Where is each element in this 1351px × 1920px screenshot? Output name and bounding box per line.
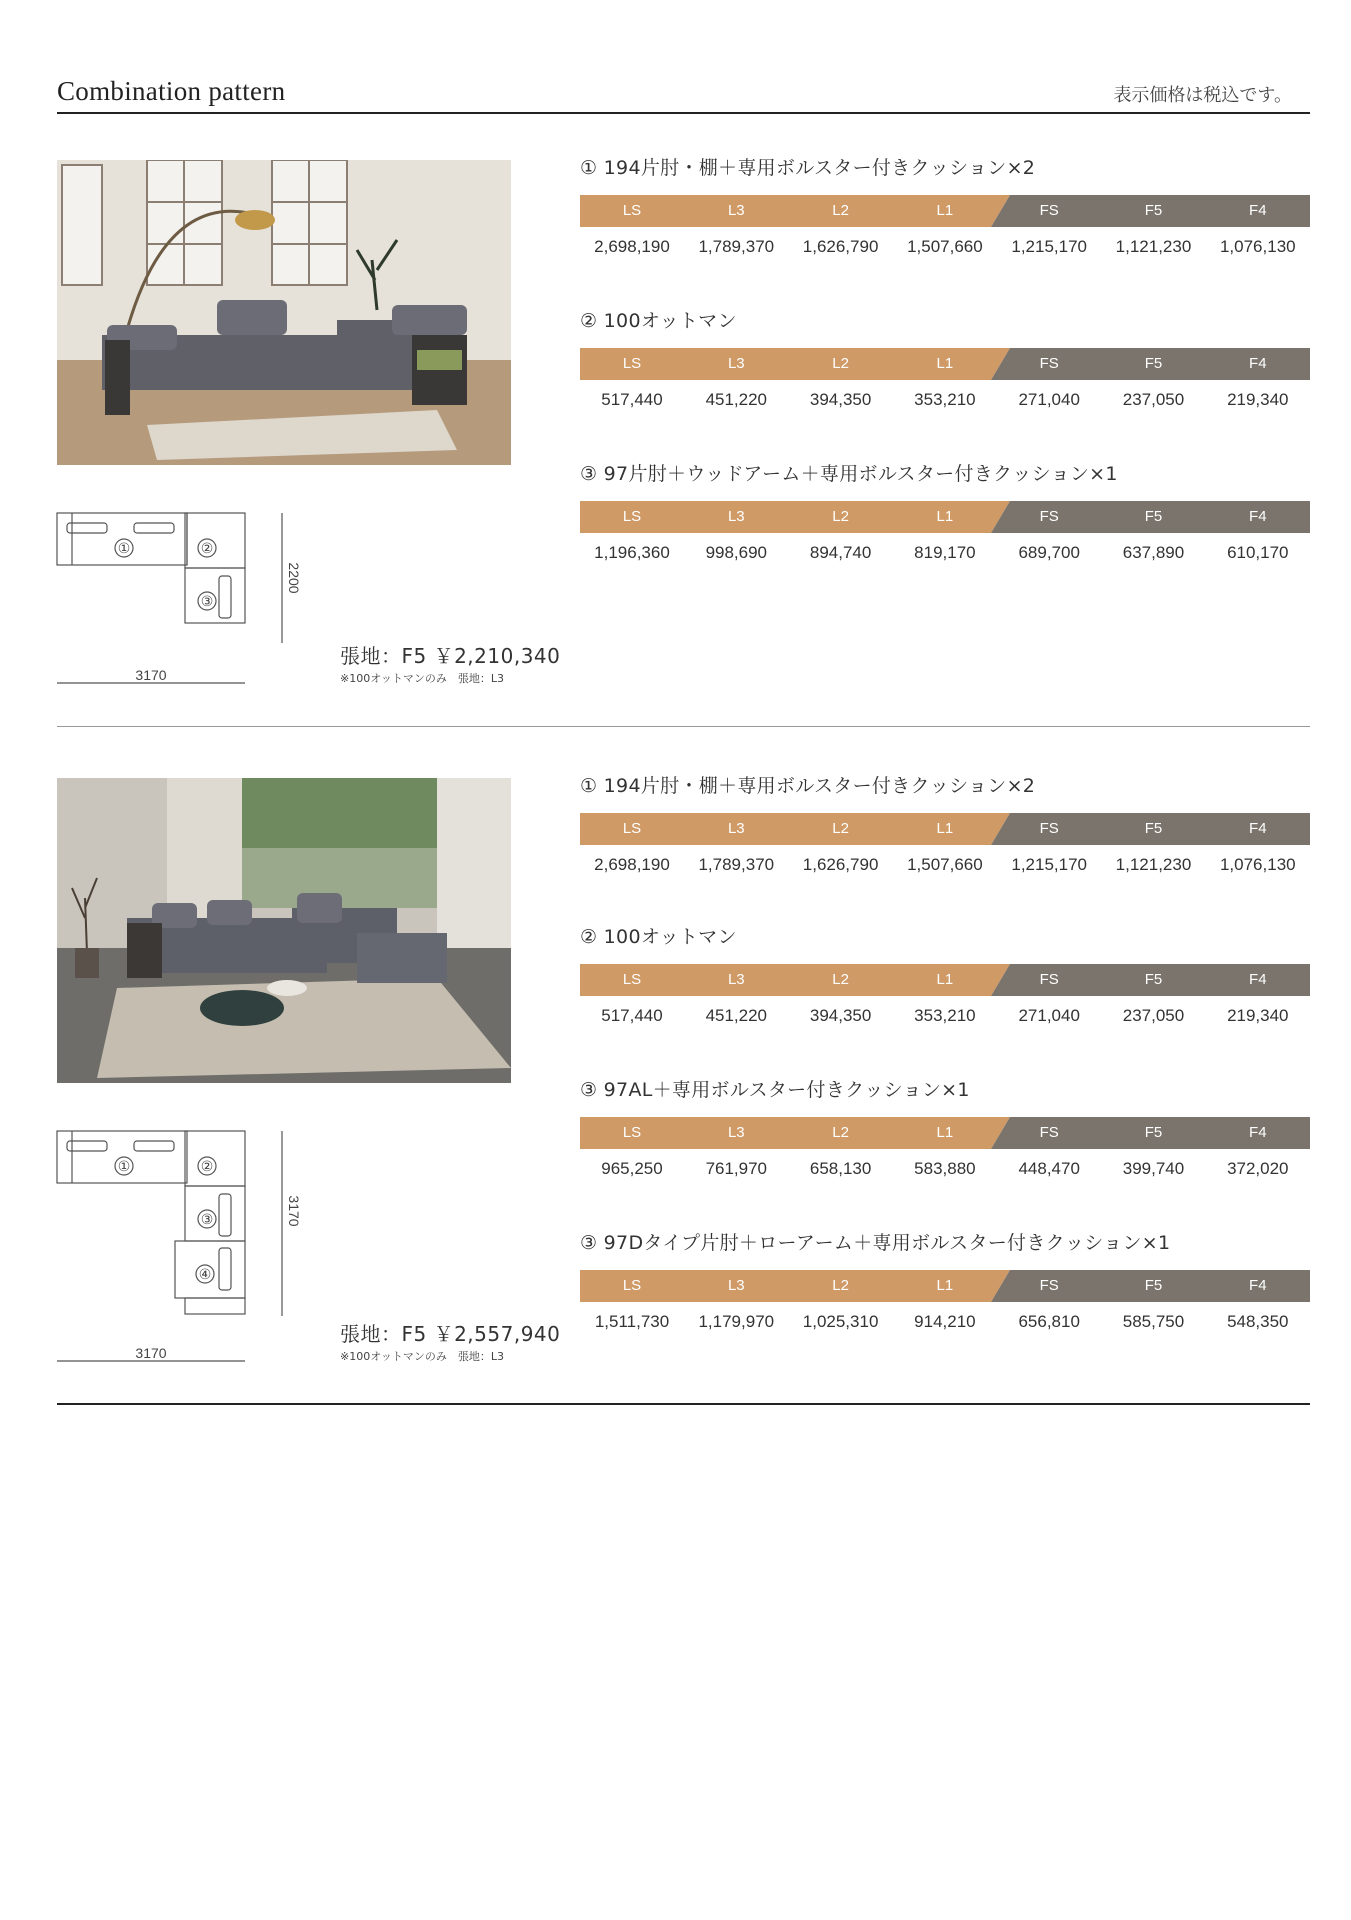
price-item <box>580 1075 1310 1189</box>
grade-label: L1 <box>936 1124 954 1141</box>
grade-label: FS <box>1039 820 1059 837</box>
grade-label: F5 <box>1144 202 1163 219</box>
grade-label: L3 <box>727 508 745 525</box>
grade-label: LS <box>622 202 642 219</box>
price-cell: 1,179,970 <box>698 1312 775 1331</box>
price-cell: 1,076,130 <box>1219 855 1296 874</box>
price-cell: 658,130 <box>809 1159 872 1178</box>
grade-label: LS <box>622 508 642 525</box>
price-item <box>580 1228 1310 1342</box>
grade-header-row <box>580 964 1310 996</box>
price-item <box>580 922 1310 1036</box>
total-note-1: ※100オットマンのみ 張地：L3 <box>340 672 505 685</box>
grade-header-row <box>580 1117 1310 1149</box>
price-cell: 271,040 <box>1018 1006 1080 1025</box>
grade-label: L2 <box>832 1124 849 1141</box>
price-cell: 585,750 <box>1122 1312 1185 1331</box>
grade-label: F4 <box>1249 508 1267 525</box>
grade-label: L2 <box>832 508 849 525</box>
grade-label: L3 <box>727 355 745 372</box>
grade-label: F5 <box>1144 355 1163 372</box>
price-cell: 1,121,230 <box>1115 855 1192 874</box>
price-item <box>580 153 1310 267</box>
item-title: ② 100オットマン <box>580 310 737 332</box>
price-row <box>580 380 1310 420</box>
grade-label: L2 <box>832 1277 849 1294</box>
grade-label: L1 <box>936 508 954 525</box>
grade-label: L1 <box>936 820 954 837</box>
item-title: ① 194片肘・棚＋専用ボルスター付きクッション×2 <box>580 775 1036 797</box>
price-cell: 517,440 <box>601 390 663 409</box>
price-cell: 451,220 <box>705 390 768 409</box>
price-cell: 394,350 <box>809 390 872 409</box>
grade-label: FS <box>1039 202 1059 219</box>
grade-label: L3 <box>727 202 745 219</box>
price-cell: 237,050 <box>1122 390 1185 409</box>
grade-label: LS <box>622 820 642 837</box>
price-cell: 451,220 <box>705 1006 768 1025</box>
price-cell: 237,050 <box>1122 1006 1185 1025</box>
item-title: ② 100オットマン <box>580 926 737 948</box>
grade-label: F4 <box>1249 971 1267 988</box>
item-title: ③ 97Dタイプ片肘＋ローアーム＋専用ボルスター付きクッション×1 <box>580 1232 1171 1254</box>
price-item <box>580 306 1310 420</box>
total-note-2: ※100オットマンのみ 張地：L3 <box>340 1350 505 1363</box>
price-row <box>580 845 1310 885</box>
price-cell: 1,121,230 <box>1115 237 1192 256</box>
plan-number-3: ③ <box>200 1211 214 1227</box>
grade-label: F4 <box>1249 355 1267 372</box>
price-item <box>580 771 1310 885</box>
price-cell: 353,210 <box>914 390 976 409</box>
price-cell: 2,698,190 <box>594 855 670 874</box>
price-cell: 1,511,730 <box>594 1312 670 1331</box>
price-row <box>580 996 1310 1036</box>
price-cell: 219,340 <box>1227 1006 1289 1025</box>
price-cell: 219,340 <box>1227 390 1289 409</box>
price-cell: 1,076,130 <box>1219 237 1296 256</box>
page-header <box>57 72 1310 114</box>
grade-header-row <box>580 813 1310 845</box>
grade-label: L3 <box>727 820 745 837</box>
price-cell: 819,170 <box>914 543 976 562</box>
grade-label: L3 <box>727 1277 745 1294</box>
price-cell: 394,350 <box>809 1006 872 1025</box>
item-title: ③ 97AL＋専用ボルスター付きクッション×1 <box>580 1079 970 1101</box>
item-title: ① 194片肘・棚＋専用ボルスター付きクッション×2 <box>580 157 1036 179</box>
price-cell: 965,250 <box>601 1159 663 1178</box>
price-cell: 372,020 <box>1227 1159 1289 1178</box>
price-cell: 1,626,790 <box>802 237 879 256</box>
page-title: Combination pattern <box>57 76 286 106</box>
price-cell: 998,690 <box>705 543 768 562</box>
price-cell: 548,350 <box>1227 1312 1289 1331</box>
plan-number-2: ② <box>200 540 214 556</box>
grade-label: L1 <box>936 202 954 219</box>
grade-label: LS <box>622 1124 642 1141</box>
grade-label: F5 <box>1144 971 1163 988</box>
item-title: ③ 97片肘＋ウッドアーム＋専用ボルスター付きクッション×1 <box>580 463 1118 485</box>
price-cell: 1,215,170 <box>1011 855 1087 874</box>
grade-label: FS <box>1039 971 1059 988</box>
total-price-2: 張地：F5 ￥2,557,940 <box>340 1322 561 1346</box>
grade-label: F5 <box>1144 820 1163 837</box>
grade-label: F5 <box>1144 1277 1163 1294</box>
grade-header-row <box>580 1270 1310 1302</box>
grade-label: F4 <box>1249 1277 1267 1294</box>
price-cell: 1,215,170 <box>1011 237 1087 256</box>
depth-dimension: 2200 <box>286 562 302 594</box>
price-row <box>580 1149 1310 1189</box>
price-cell: 271,040 <box>1018 390 1080 409</box>
plan-number-4: ④ <box>198 1266 212 1282</box>
grade-label: L2 <box>832 820 849 837</box>
grade-label: L2 <box>832 202 849 219</box>
price-cell: 1,626,790 <box>802 855 879 874</box>
price-cell: 894,740 <box>809 543 872 562</box>
section-end-rule <box>57 1403 1310 1405</box>
price-row <box>580 1302 1310 1342</box>
floor-plan-1 <box>57 508 317 688</box>
grade-label: F4 <box>1249 1124 1267 1141</box>
price-cell: 2,698,190 <box>594 237 670 256</box>
grade-header-row <box>580 195 1310 227</box>
grade-label: L3 <box>727 1124 745 1141</box>
price-cell: 1,507,660 <box>907 237 983 256</box>
price-item <box>580 459 1310 573</box>
total-price-1: 張地：F5 ￥2,210,340 <box>340 644 561 668</box>
grade-header-row <box>580 501 1310 533</box>
grade-label: L1 <box>936 355 954 372</box>
grade-label: L1 <box>936 971 954 988</box>
grade-label: FS <box>1039 1124 1059 1141</box>
grade-label: F5 <box>1144 1124 1163 1141</box>
price-row <box>580 533 1310 573</box>
grade-label: L3 <box>727 971 745 988</box>
grade-label: F4 <box>1249 820 1267 837</box>
grade-label: LS <box>622 1277 642 1294</box>
sofa-photo-1 <box>57 160 511 465</box>
depth-dimension: 3170 <box>286 1195 302 1227</box>
price-cell: 761,970 <box>705 1159 768 1178</box>
price-cell: 1,789,370 <box>698 237 775 256</box>
grade-label: LS <box>622 355 642 372</box>
grade-label: L2 <box>832 971 849 988</box>
plan-number-1: ① <box>117 540 131 556</box>
price-cell: 1,789,370 <box>698 855 775 874</box>
grade-label: L1 <box>936 1277 954 1294</box>
price-cell: 656,810 <box>1018 1312 1080 1331</box>
price-row <box>580 227 1310 267</box>
section-divider <box>57 726 1310 727</box>
price-cell: 1,025,310 <box>802 1312 879 1331</box>
grade-header-row <box>580 348 1310 380</box>
width-dimension: 3170 <box>135 667 167 683</box>
price-cell: 448,470 <box>1018 1159 1080 1178</box>
price-cell: 399,740 <box>1122 1159 1185 1178</box>
grade-label: L2 <box>832 355 849 372</box>
price-cell: 914,210 <box>914 1312 976 1331</box>
plan-number-2: ② <box>200 1158 214 1174</box>
grade-label: F5 <box>1144 508 1163 525</box>
width-dimension: 3170 <box>135 1345 167 1361</box>
floor-plan-2 <box>57 1126 317 1366</box>
price-cell: 1,507,660 <box>907 855 983 874</box>
price-cell: 583,880 <box>914 1159 976 1178</box>
grade-label: LS <box>622 971 642 988</box>
price-cell: 517,440 <box>601 1006 663 1025</box>
price-cell: 1,196,360 <box>594 543 670 562</box>
grade-label: FS <box>1039 1277 1059 1294</box>
sofa-photo-2 <box>57 778 511 1083</box>
price-cell: 610,170 <box>1227 543 1289 562</box>
price-cell: 353,210 <box>914 1006 976 1025</box>
grade-label: F4 <box>1249 202 1267 219</box>
price-cell: 637,890 <box>1122 543 1185 562</box>
price-cell: 689,700 <box>1018 543 1080 562</box>
grade-label: FS <box>1039 355 1059 372</box>
plan-number-3: ③ <box>200 593 214 609</box>
tax-note: 表示価格は税込です。 <box>1113 85 1292 106</box>
plan-number-1: ① <box>117 1158 131 1174</box>
grade-label: FS <box>1039 508 1059 525</box>
